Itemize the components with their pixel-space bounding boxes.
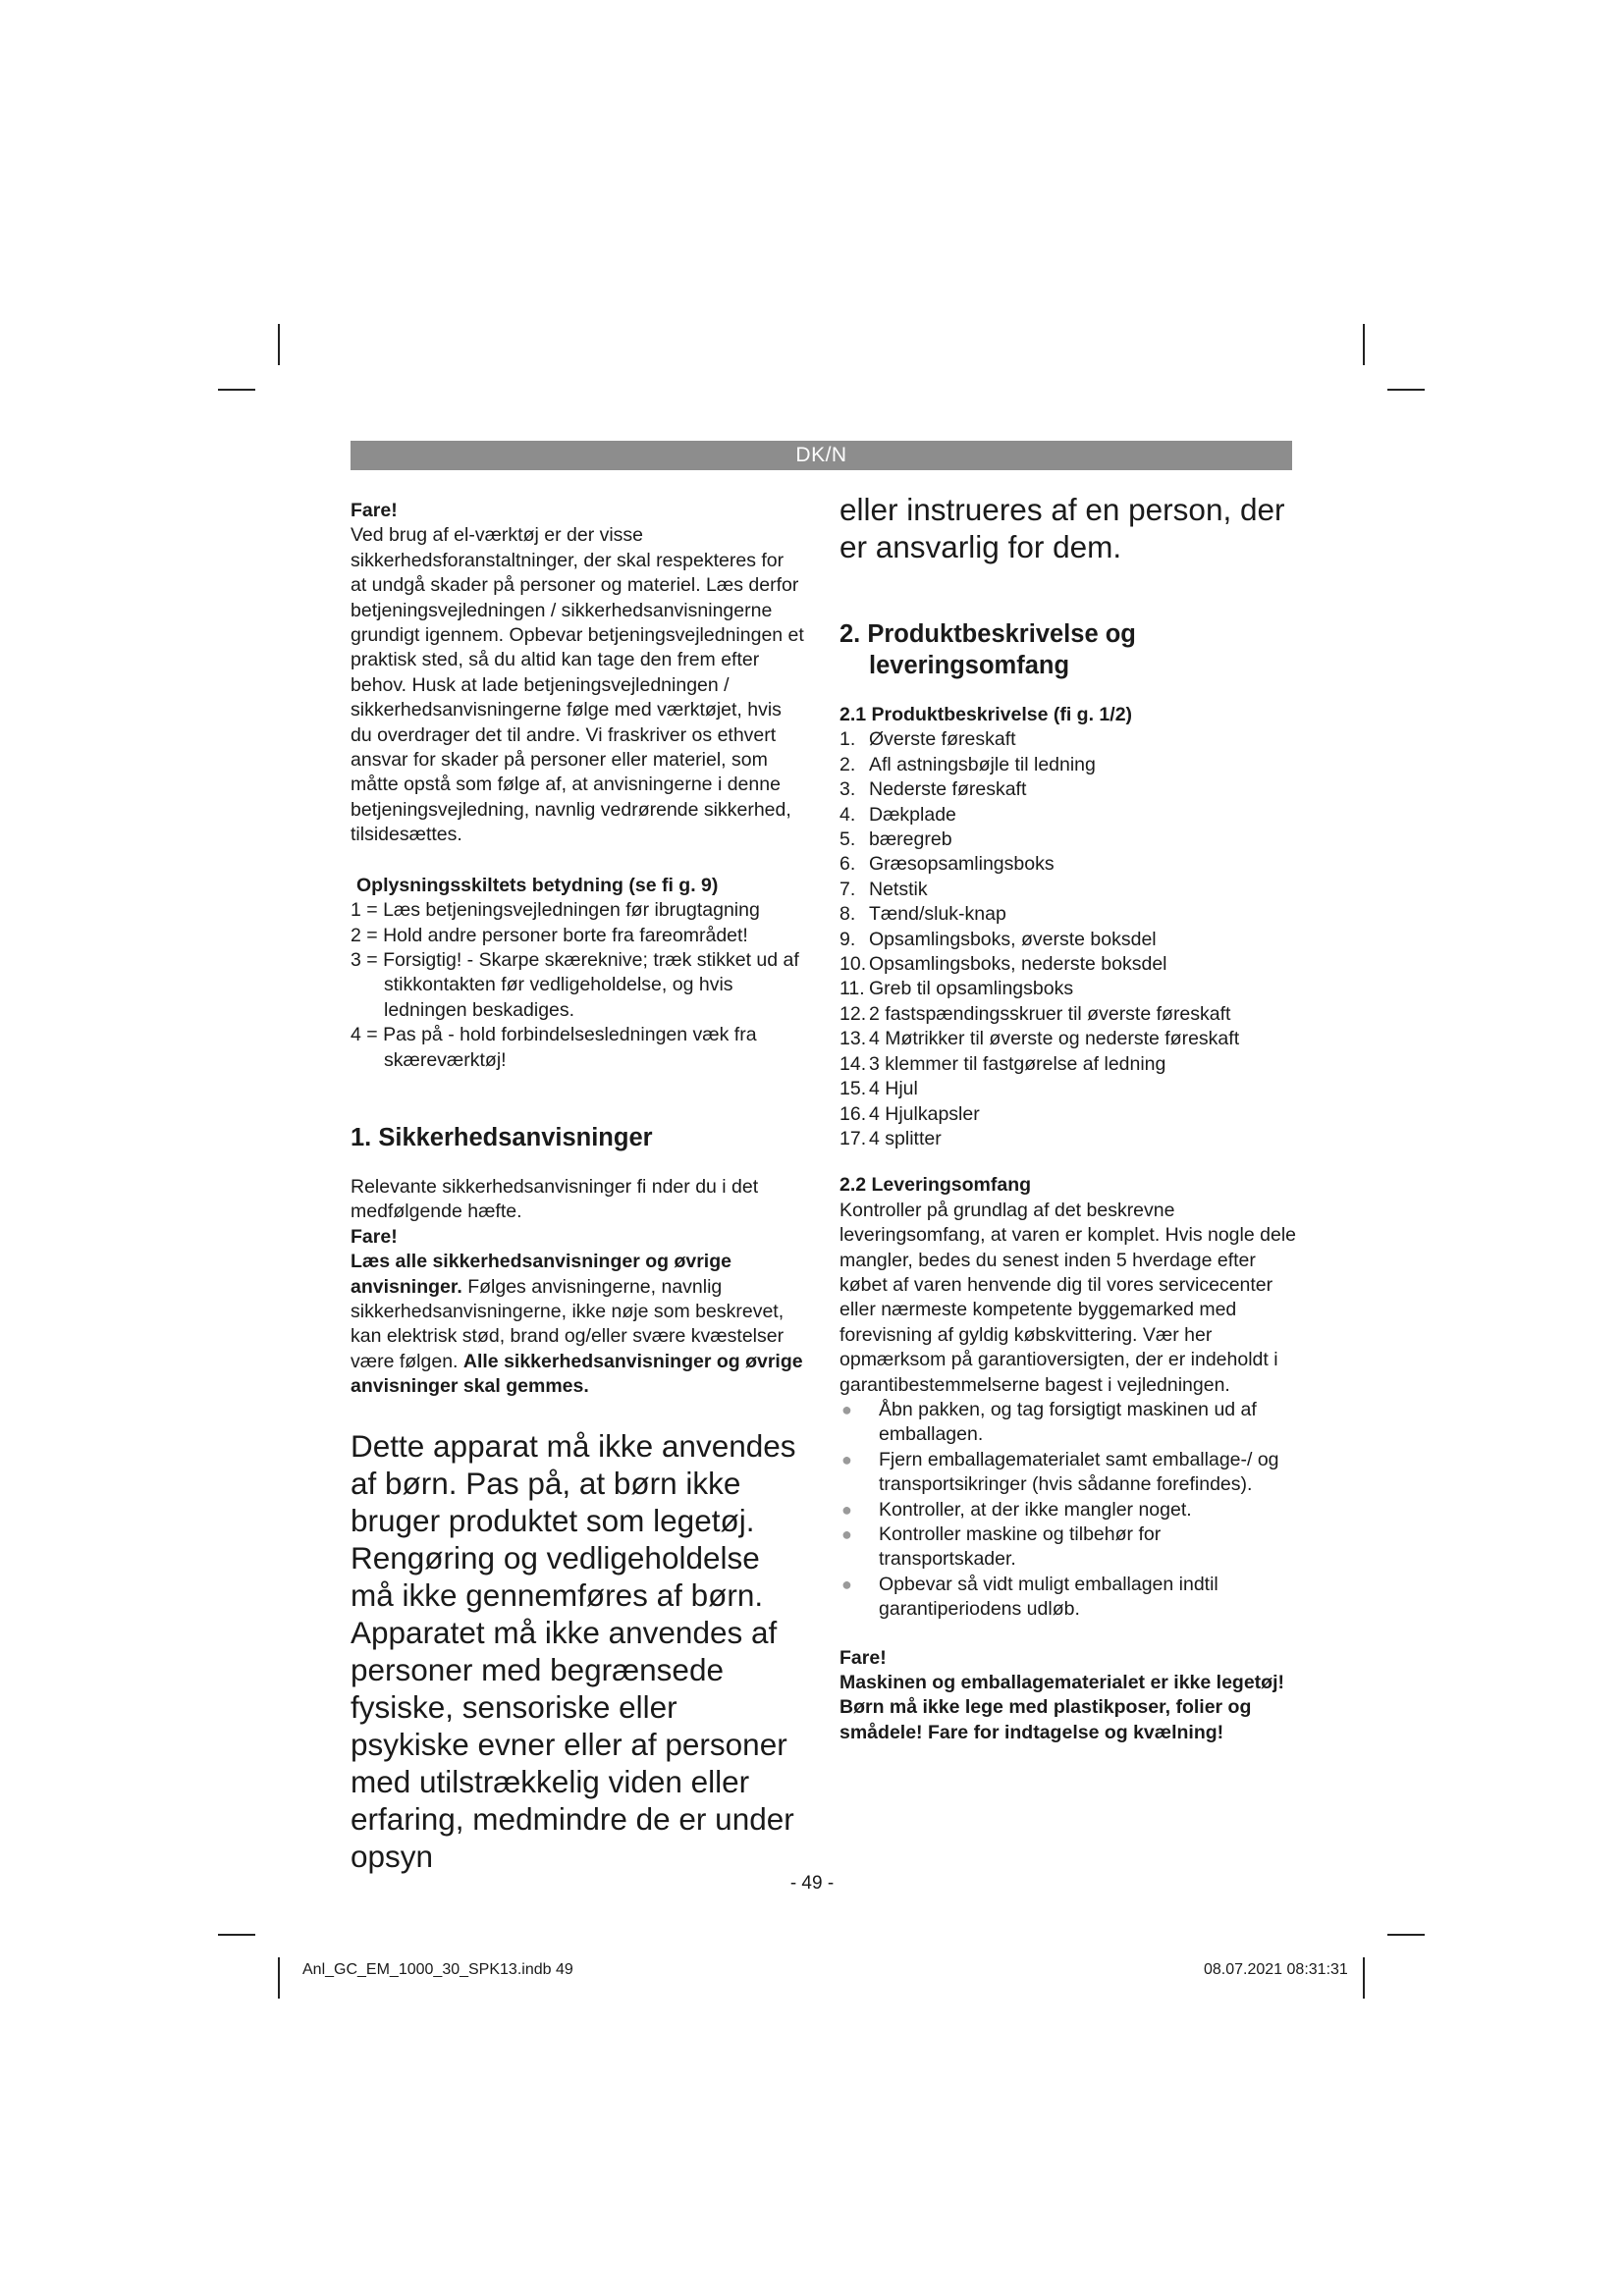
part-number: 4. bbox=[839, 803, 856, 826]
part-label: bæregreb bbox=[869, 828, 952, 851]
part-label: Netstik bbox=[869, 878, 928, 900]
checklist-text: Opbevar så vidt muligt emballagen indtil garantiperiodens udløb. bbox=[879, 1573, 1218, 1621]
checklist-item bbox=[839, 1398, 1296, 1448]
part-number: 15. bbox=[839, 1078, 867, 1100]
legend-list bbox=[351, 898, 804, 1073]
warning-bold-tail: Alle sikkerhedsanvisninger og øvrige anvisninger skal gemmes. bbox=[351, 1350, 803, 1398]
part-number: 9. bbox=[839, 928, 856, 950]
bullet-icon: ● bbox=[841, 1449, 852, 1469]
crop-mark-top-right-h bbox=[1387, 389, 1425, 391]
crop-mark-bottom-left-h bbox=[218, 1934, 255, 1936]
part-label: 3 klemmer til fastgørelse af ledning bbox=[869, 1052, 1166, 1075]
warning-body: Følges anvisningerne, navnlig sikkerhedsanvisningerne, ikke nøje som beskrevet, kan elektrisk stød, brand og/eller svære kvæstelser være følgen. bbox=[351, 1275, 785, 1372]
part-item bbox=[839, 727, 1296, 752]
part-item bbox=[839, 828, 1296, 852]
section-2-title-line2: leveringsomfang bbox=[869, 652, 1070, 679]
part-item bbox=[839, 753, 1296, 777]
legend-item: 2 = Hold andre personer borte fra fareområdet! bbox=[351, 924, 748, 946]
legend-heading: Oplysningsskiltets betydning (se fi g. 9) bbox=[356, 874, 719, 896]
checklist bbox=[839, 1398, 1296, 1623]
part-label: 2 fastspændingsskruer til øverste føreskaft bbox=[869, 1002, 1231, 1025]
part-number: 6. bbox=[839, 853, 856, 876]
page-number: - 49 - bbox=[789, 1873, 835, 1894]
section-1-title: 1. Sikkerhedsanvisninger bbox=[351, 1123, 653, 1151]
checklist-text: Åbn pakken, og tag forsigtigt maskinen ud af emballagen. bbox=[879, 1398, 1257, 1446]
part-label: Opsamlingsboks, nederste boksdel bbox=[869, 953, 1167, 976]
crop-mark-bottom-right-h bbox=[1387, 1934, 1425, 1936]
legend-item: 3 = Forsigtig! - Skarpe skæreknive; træk stikket ud af stikkontakten før vedligeholdelse, og hvis ledningen beskadiges. bbox=[351, 948, 799, 1021]
part-label: 4 Møtrikker til øverste og nederste føreskaft bbox=[869, 1028, 1240, 1050]
section-2-2-title: 2.2 Leveringsomfang bbox=[839, 1174, 1032, 1197]
legend-item: 1 = Læs betjeningsvejledningen før ibrugtagning bbox=[351, 899, 760, 922]
print-timestamp: 08.07.2021 08:31:31 bbox=[1204, 1961, 1348, 1978]
part-item bbox=[839, 878, 1296, 902]
crop-mark-top-left-v bbox=[278, 324, 280, 365]
bullet-icon: ● bbox=[841, 1499, 852, 1520]
part-item bbox=[839, 977, 1296, 1001]
part-item bbox=[839, 928, 1296, 952]
part-label: Nederste føreskaft bbox=[869, 778, 1027, 801]
part-item bbox=[839, 902, 1296, 927]
part-number: 5. bbox=[839, 828, 856, 851]
children-warning-large: Dette apparat må ikke anvendes af børn. Pas på, at børn ikke bruger produktet som legetøj. Rengøring og vedligeholdelse må ikke gennemføres af børn. Apparatet må ikke anvendes af personer med begrænsede fysiske, sensoriske eller psykiske evner eller af personer med utilstrækkelig viden eller erfaring, medmindre de er under opsyn bbox=[351, 1427, 796, 1874]
legend-item: 4 = Pas på - hold forbindelsesledningen væk fra skæreværktøj! bbox=[351, 1024, 757, 1071]
part-label: 4 Hjul bbox=[869, 1078, 918, 1100]
part-number: 1. bbox=[839, 728, 856, 751]
language-label: DK/N bbox=[795, 444, 847, 466]
part-item bbox=[839, 952, 1296, 977]
warning-bold-lead: Læs alle sikkerhedsanvisninger og øvrige anvisninger. bbox=[351, 1251, 731, 1298]
part-number: 17. bbox=[839, 1127, 867, 1149]
part-item bbox=[839, 1052, 1296, 1077]
part-item bbox=[839, 777, 1296, 802]
section-2-2-text: Kontroller på grundlag af det beskrevne leveringsomfang, at varen er komplet. Hvis nogle dele mangler, bedes du senest inden 5 hverdage efter købet af varen henvende dig til vores servicecenter eller nærmeste kompetente byggemarked med forevisning af gyldig købskvittering. Vær her opmærksom på garantioversigten, der er indeholdt i garantibestemmelserne bagest i vejledningen. bbox=[839, 1199, 1296, 1396]
part-number: 8. bbox=[839, 903, 856, 926]
part-number: 14. bbox=[839, 1052, 867, 1075]
part-number: 7. bbox=[839, 878, 856, 900]
file-slug: Anl_GC_EM_1000_30_SPK13.indb 49 bbox=[302, 1961, 573, 1978]
part-item bbox=[839, 803, 1296, 828]
part-label: Græsopsamlingsboks bbox=[869, 853, 1055, 876]
children-warning-continued: eller instrueres af en person, der er ansvarlig for dem. bbox=[839, 492, 1285, 564]
part-item bbox=[839, 1102, 1296, 1127]
bullet-icon: ● bbox=[841, 1574, 852, 1594]
crop-mark-bottom-left-v bbox=[278, 1957, 280, 1999]
part-label: Afl astningsbøjle til ledning bbox=[869, 753, 1096, 775]
right-column bbox=[839, 491, 1296, 1745]
part-item bbox=[839, 1027, 1296, 1051]
part-item bbox=[839, 1002, 1296, 1027]
part-item bbox=[839, 1127, 1296, 1151]
part-number: 10. bbox=[839, 953, 867, 976]
danger-2-text: Maskinen og emballagematerialet er ikke legetøj! Børn må ikke lege med plastikposer, folier og smådele! Fare for indtagelse og kvælning! bbox=[839, 1672, 1285, 1743]
danger-paragraph: Ved brug af el-værktøj er der visse sikkerhedsforanstaltninger, der skal respekteres for at undgå skader på personer og materiel. Læs derfor betjeningsvejledningen / sikkerhedsanvisningerne grundigt igennem. Opbevar betjeningsvejledningen et praktisk sted, så du altid kan tage den frem efter behov. Husk at lade betjeningsvejledningen / sikkerhedsanvisningerne følge med værktøjet, hvis du overdrager det til andre. Vi fraskriver os ethvert ansvar for skader på personer eller materiel, som måtte opstå som følge af, at anvisningerne i denne betjeningsvejledning, navnlig vedrørende sikkerhed, tilsidesættes. bbox=[351, 524, 804, 846]
left-column bbox=[351, 499, 804, 1875]
part-label: 4 Hjulkapsler bbox=[869, 1102, 980, 1125]
checklist-item bbox=[839, 1522, 1296, 1573]
part-label: Øverste føreskaft bbox=[869, 728, 1016, 751]
section-1-warning bbox=[351, 1250, 804, 1399]
checklist-text: Fjern emballagematerialet samt emballage-/ og transportsikringer (hvis sådanne forefindes). bbox=[879, 1448, 1279, 1496]
part-item bbox=[839, 852, 1296, 877]
crop-mark-top-right-v bbox=[1363, 324, 1365, 365]
part-number: 13. bbox=[839, 1028, 867, 1050]
bullet-icon: ● bbox=[841, 1524, 852, 1544]
part-number: 16. bbox=[839, 1102, 867, 1125]
part-label: Greb til opsamlingsboks bbox=[869, 978, 1074, 1000]
part-label: 4 splitter bbox=[869, 1127, 942, 1149]
part-label: Dækplade bbox=[869, 803, 956, 826]
section-2-1-title: 2.1 Produktbeskrivelse (fi g. 1/2) bbox=[839, 704, 1133, 725]
section-1-intro: Relevante sikkerhedsanvisninger fi nder du i det medfølgende hæfte. bbox=[351, 1175, 759, 1223]
part-number: 12. bbox=[839, 1002, 867, 1025]
section-1-danger-title: Fare! bbox=[351, 1225, 398, 1248]
parts-list bbox=[839, 727, 1296, 1151]
checklist-text: Kontroller maskine og tilbehør for transportskader. bbox=[879, 1523, 1162, 1571]
checklist-item bbox=[839, 1498, 1296, 1522]
part-number: 3. bbox=[839, 778, 856, 801]
checklist-text: Kontroller, at der ikke mangler noget. bbox=[879, 1498, 1192, 1521]
part-item bbox=[839, 1077, 1296, 1101]
bullet-icon: ● bbox=[841, 1399, 852, 1419]
section-2-title-line1: 2. Produktbeskrivelse og bbox=[839, 620, 1136, 648]
checklist-item bbox=[839, 1448, 1296, 1498]
crop-mark-top-left-h bbox=[218, 389, 255, 391]
danger-title: Fare! bbox=[351, 500, 398, 521]
crop-mark-bottom-right-v bbox=[1363, 1957, 1365, 1999]
danger-2-title: Fare! bbox=[839, 1646, 887, 1669]
part-label: Tænd/sluk-knap bbox=[869, 903, 1006, 926]
part-number: 11. bbox=[839, 978, 865, 1000]
checklist-item bbox=[839, 1573, 1296, 1623]
part-label: Opsamlingsboks, øverste boksdel bbox=[869, 928, 1157, 950]
language-header-bar bbox=[351, 441, 1292, 470]
part-number: 2. bbox=[839, 753, 856, 775]
